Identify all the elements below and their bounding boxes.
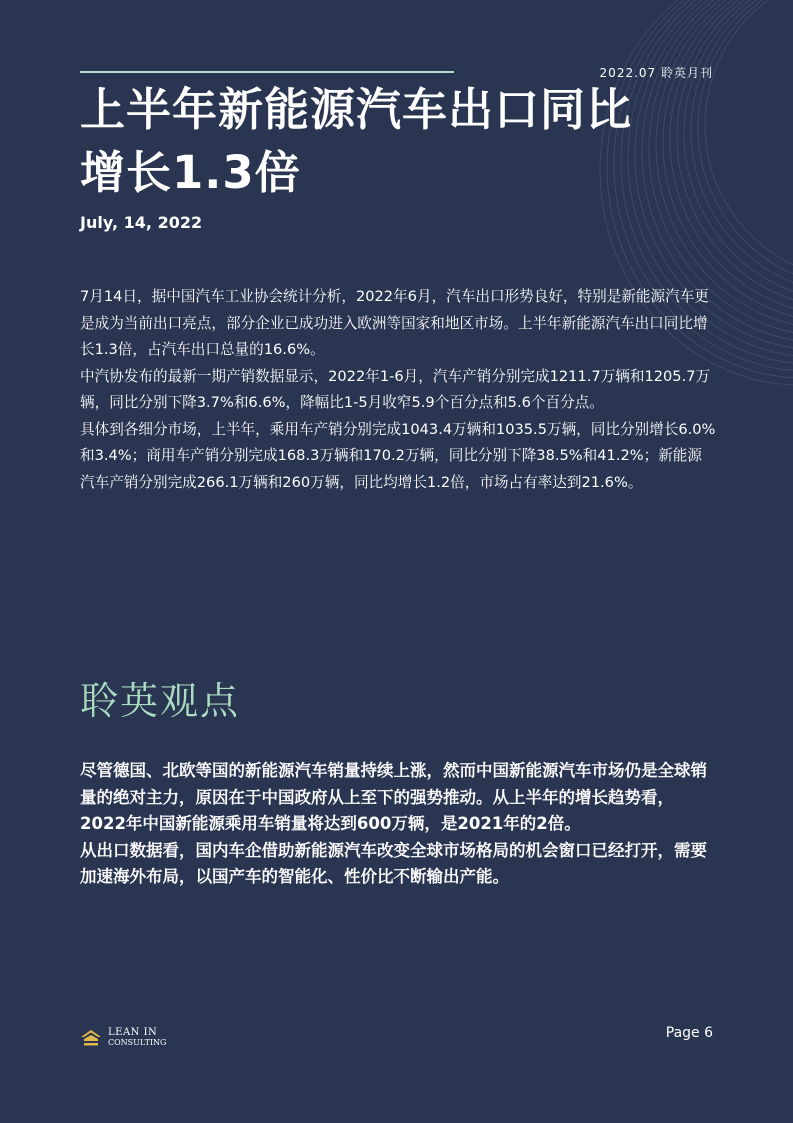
article-paragraph: 7月14日，据中国汽车工业协会统计分析，2022年6月，汽车出口形势良好，特别是新能源汽车更是成为当前出口亮点，部分企业已成功进入欧洲等国家和地区市场。上半年新能源汽车出口同比增长1.3倍，占汽车出口总量的16.6%。: [80, 288, 709, 358]
issue-label: 2022.07 聆英月刊: [599, 66, 713, 80]
article-date: July, 14, 2022: [80, 213, 203, 232]
header-rule: [80, 71, 454, 73]
viewpoint-heading: 聆英观点: [80, 679, 241, 723]
company-logo: [80, 1028, 166, 1048]
viewpoint-body: [80, 758, 716, 891]
logo-text-line2: CONSULTING: [108, 1038, 167, 1047]
viewpoint-paragraph: 从出口数据看，国内车企借助新能源汽车改变全球市场格局的机会窗口已经打开，需要加速海外布局，以国产车的智能化、性价比不断输出产能。: [80, 840, 707, 886]
logo-text-line1: LEAN IN: [108, 1027, 158, 1038]
title-line-2: 增长1.3倍: [80, 146, 301, 199]
article-paragraph: 具体到各细分市场，上半年，乘用车产销分别完成1043.4万辆和1035.5万辆，同比分别增长6.0%和3.4%；商用车产销分别完成168.3万辆和170.2万辆，同比分别下降38.5%和41.2%；新能源汽车产销分别完成266.1万辆和260万辆，同比均增长1.2倍，市场占有率达到21.6%。: [80, 420, 716, 491]
page-title: [80, 78, 720, 204]
page-number: Page 6: [665, 1025, 713, 1041]
article-body: [80, 284, 716, 496]
title-line-1: 上半年新能源汽车出口同比: [80, 83, 633, 136]
viewpoint-paragraph: 尽管德国、北欧等国的新能源汽车销量持续上涨，然而中国新能源汽车市场仍是全球销量的绝对主力，原因在于中国政府从上至下的强势推动。从上半年的增长趋势看，2022年中国新能源乘用车销量将达到600万辆，是2021年的2倍。: [80, 761, 707, 833]
logo-house-icon: [80, 1028, 102, 1048]
article-paragraph: 中汽协发布的最新一期产销数据显示，2022年1-6月，汽车产销分别完成1211.7万辆和1205.7万辆，同比分别下降3.7%和6.6%，降幅比1-5月收窄5.9个百分点和5.6个百分点。: [80, 367, 711, 411]
